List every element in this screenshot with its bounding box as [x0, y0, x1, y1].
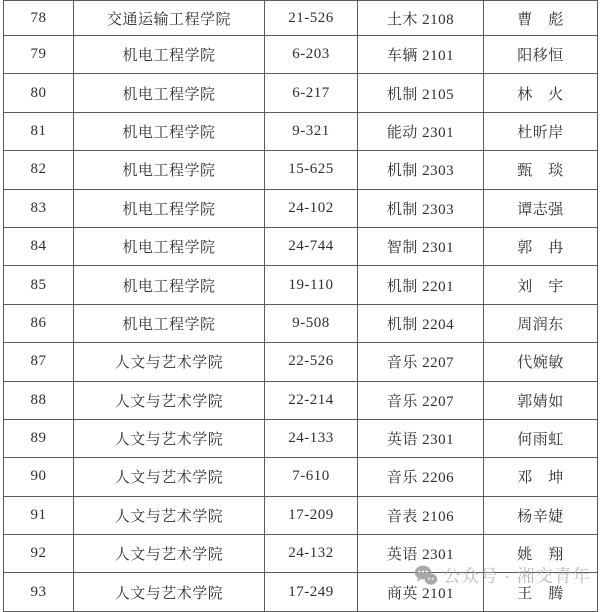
cell-no: 85	[4, 266, 74, 304]
table-row	[4, 1, 598, 36]
cell-student: 邓 坤	[484, 458, 598, 496]
cell-room: 24-133	[265, 419, 358, 457]
cell-class_name: 能动 2301	[358, 112, 484, 150]
cell-student: 王 腾	[484, 573, 598, 611]
cell-college: 交通运输工程学院	[74, 1, 265, 36]
cell-college: 机电工程学院	[74, 227, 265, 265]
table-row	[4, 343, 598, 381]
cell-student: 甄 琰	[484, 151, 598, 189]
cell-no: 93	[4, 573, 74, 611]
cell-college: 机电工程学院	[74, 304, 265, 342]
table-row	[4, 535, 598, 573]
cell-room: 22-214	[265, 381, 358, 419]
cell-class_name: 车辆 2101	[358, 36, 484, 74]
table-row	[4, 458, 598, 496]
cell-college: 人文与艺术学院	[74, 535, 265, 573]
cell-no: 79	[4, 36, 74, 74]
cell-class_name: 音乐 2207	[358, 343, 484, 381]
cell-no: 88	[4, 381, 74, 419]
cell-room: 7-610	[265, 458, 358, 496]
cell-student: 阳移恒	[484, 36, 598, 74]
table-row	[4, 227, 598, 265]
cell-class_name: 音乐 2207	[358, 381, 484, 419]
cell-no: 82	[4, 151, 74, 189]
cell-college: 机电工程学院	[74, 74, 265, 112]
table-row	[4, 381, 598, 419]
cell-college: 人文与艺术学院	[74, 573, 265, 611]
table-row	[4, 112, 598, 150]
cell-student: 代婉敏	[484, 343, 598, 381]
cell-college: 机电工程学院	[74, 189, 265, 227]
cell-room: 24-102	[265, 189, 358, 227]
cell-class_name: 机制 2303	[358, 151, 484, 189]
cell-no: 83	[4, 189, 74, 227]
cell-college: 机电工程学院	[74, 36, 265, 74]
table-body	[4, 1, 598, 612]
cell-college: 人文与艺术学院	[74, 381, 265, 419]
cell-college: 人文与艺术学院	[74, 343, 265, 381]
cell-room: 6-217	[265, 74, 358, 112]
cell-class_name: 英语 2301	[358, 535, 484, 573]
cell-room: 24-744	[265, 227, 358, 265]
cell-class_name: 机制 2204	[358, 304, 484, 342]
cell-room: 9-321	[265, 112, 358, 150]
cell-no: 87	[4, 343, 74, 381]
cell-room: 17-209	[265, 496, 358, 534]
table-row	[4, 189, 598, 227]
table-row	[4, 151, 598, 189]
cell-college: 人文与艺术学院	[74, 458, 265, 496]
cell-no: 84	[4, 227, 74, 265]
cell-student: 周润东	[484, 304, 598, 342]
cell-no: 89	[4, 419, 74, 457]
table-row	[4, 36, 598, 74]
cell-class_name: 机制 2201	[358, 266, 484, 304]
table-row	[4, 74, 598, 112]
cell-college: 机电工程学院	[74, 266, 265, 304]
table-row	[4, 266, 598, 304]
cell-no: 86	[4, 304, 74, 342]
cell-college: 人文与艺术学院	[74, 419, 265, 457]
cell-class_name: 英语 2301	[358, 419, 484, 457]
cell-student: 杨辛婕	[484, 496, 598, 534]
cell-student: 曹 彪	[484, 1, 598, 36]
cell-student: 郭 冉	[484, 227, 598, 265]
cell-class_name: 商英 2101	[358, 573, 484, 611]
cell-student: 郭婧如	[484, 381, 598, 419]
cell-student: 杜昕岸	[484, 112, 598, 150]
room-assignment-table	[3, 0, 598, 612]
cell-class_name: 机制 2303	[358, 189, 484, 227]
cell-no: 92	[4, 535, 74, 573]
cell-college: 人文与艺术学院	[74, 496, 265, 534]
cell-college: 机电工程学院	[74, 112, 265, 150]
cell-student: 林 火	[484, 74, 598, 112]
cell-class_name: 土木 2108	[358, 1, 484, 36]
table-row	[4, 573, 598, 611]
cell-room: 24-132	[265, 535, 358, 573]
table-row	[4, 304, 598, 342]
cell-room: 6-203	[265, 36, 358, 74]
table-row	[4, 496, 598, 534]
cell-class_name: 音乐 2206	[358, 458, 484, 496]
cell-class_name: 音表 2106	[358, 496, 484, 534]
cell-room: 22-526	[265, 343, 358, 381]
cell-no: 80	[4, 74, 74, 112]
cell-room: 17-249	[265, 573, 358, 611]
cell-student: 谭志强	[484, 189, 598, 227]
cell-class_name: 机制 2105	[358, 74, 484, 112]
cell-no: 78	[4, 1, 74, 36]
cell-no: 81	[4, 112, 74, 150]
cell-student: 姚 翔	[484, 535, 598, 573]
cell-room: 21-526	[265, 1, 358, 36]
watermark-text: 公众号 · 湘交青年	[443, 566, 592, 586]
cell-class_name: 智制 2301	[358, 227, 484, 265]
cell-student: 刘 宇	[484, 266, 598, 304]
cell-college: 机电工程学院	[74, 151, 265, 189]
cell-student: 何雨虹	[484, 419, 598, 457]
cell-no: 90	[4, 458, 74, 496]
cell-room: 19-110	[265, 266, 358, 304]
cell-no: 91	[4, 496, 74, 534]
table-row	[4, 419, 598, 457]
cell-room: 15-625	[265, 151, 358, 189]
cell-room: 9-508	[265, 304, 358, 342]
